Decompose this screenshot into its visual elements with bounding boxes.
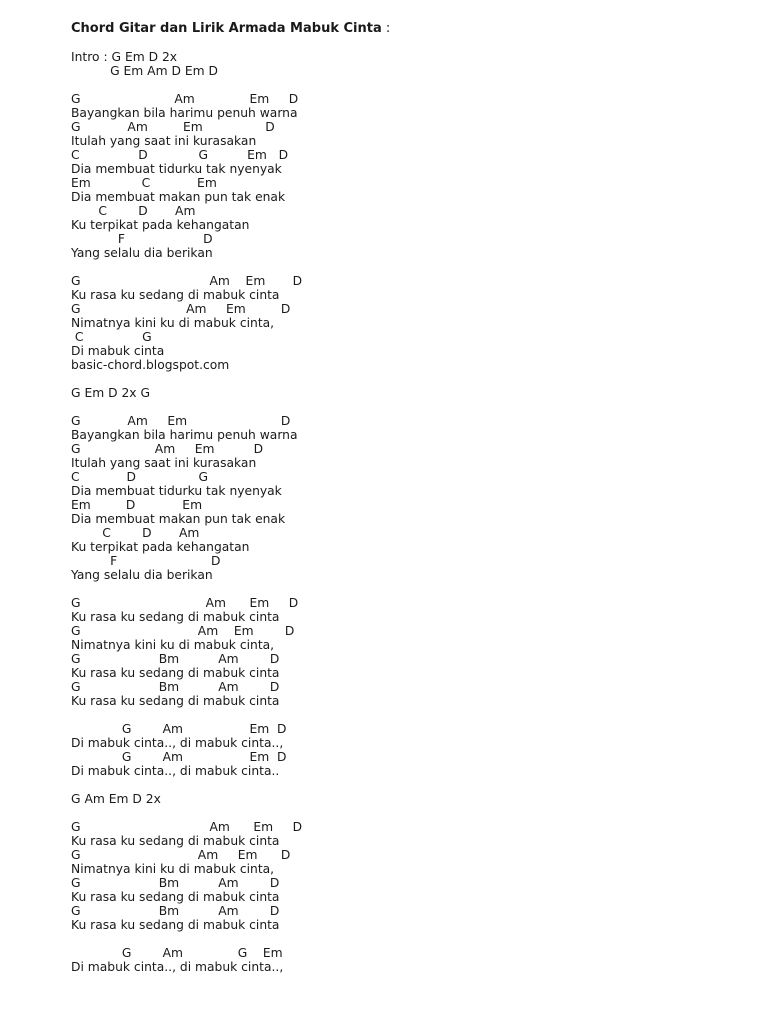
- lyric-line: Ku rasa ku sedang di mabuk cinta: [71, 694, 280, 708]
- lyric-line: Yang selalu dia berikan: [71, 568, 213, 582]
- chord-line: C D Am: [71, 204, 196, 218]
- chord-line: G Am Em D: [71, 92, 299, 106]
- chord-line: G Bm Am D: [71, 680, 280, 694]
- lyric-line: Di mabuk cinta.., di mabuk cinta..,: [71, 736, 284, 750]
- blank-line: [71, 260, 751, 274]
- lyric-line: Di mabuk cinta.., di mabuk cinta..: [71, 764, 280, 778]
- chord-line: F D: [71, 554, 221, 568]
- blank-line: [71, 932, 751, 946]
- lyric-line: Ku rasa ku sedang di mabuk cinta: [71, 890, 280, 904]
- chord-line: G Am Em D: [71, 442, 264, 456]
- blank-line: [71, 708, 751, 722]
- lyric-line: basic-chord.blogspot.com: [71, 358, 230, 372]
- chord-line: C D G Em D: [71, 148, 289, 162]
- lyric-line: Nimatnya kini ku di mabuk cinta,: [71, 862, 275, 876]
- lyric-line: Di mabuk cinta.., di mabuk cinta..,: [71, 960, 284, 974]
- lyric-line: Ku terpikat pada kehangatan: [71, 218, 250, 232]
- title-colon: :: [381, 21, 391, 36]
- blank-line: [71, 400, 751, 414]
- lyric-line: Ku rasa ku sedang di mabuk cinta: [71, 918, 280, 932]
- chord-line: G Em Am D Em D: [71, 64, 218, 78]
- chord-line: G Am G Em: [71, 946, 283, 960]
- chord-line: G Bm Am D: [71, 904, 280, 918]
- chord-line: G Bm Am D: [71, 876, 280, 890]
- chord-line: G Bm Am D: [71, 652, 280, 666]
- chord-line: G Am Em D: [71, 722, 287, 736]
- lyric-line: Dia membuat makan pun tak enak: [71, 190, 286, 204]
- chord-line: C D G: [71, 470, 209, 484]
- chord-line: G Am Em D: [71, 596, 299, 610]
- blank-line: [71, 372, 751, 386]
- chord-line: Em C Em: [71, 176, 217, 190]
- lyric-line: Nimatnya kini ku di mabuk cinta,: [71, 316, 275, 330]
- lyric-line: Di mabuk cinta: [71, 344, 165, 358]
- lyric-line: Intro : G Em D 2x: [71, 50, 178, 64]
- lyric-line: Dia membuat tidurku tak nyenyak: [71, 484, 282, 498]
- lyric-line: Ku rasa ku sedang di mabuk cinta: [71, 666, 280, 680]
- song-sheet: [71, 22, 751, 974]
- chord-line: G Am Em D: [71, 274, 303, 288]
- chord-line: F D: [71, 232, 213, 246]
- chord-line: G Am Em D: [71, 120, 275, 134]
- blank-line: [71, 778, 751, 792]
- chord-line: G Am Em D: [71, 624, 295, 638]
- lyric-line: Dia membuat tidurku tak nyenyak: [71, 162, 282, 176]
- blank-line: [71, 582, 751, 596]
- chord-line: C G: [71, 330, 152, 344]
- song-body: [71, 36, 751, 974]
- lyric-line: Ku rasa ku sedang di mabuk cinta: [71, 288, 280, 302]
- lyric-line: Bayangkan bila harimu penuh warna: [71, 106, 298, 120]
- chord-line: G Am Em D 2x: [71, 792, 161, 806]
- lyric-line: Ku rasa ku sedang di mabuk cinta: [71, 610, 280, 624]
- lyric-line: Ku terpikat pada kehangatan: [71, 540, 250, 554]
- lyric-line: Dia membuat makan pun tak enak: [71, 512, 286, 526]
- song-title: Chord Gitar dan Lirik Armada Mabuk Cinta: [71, 21, 382, 36]
- chord-line: Em D Em: [71, 498, 203, 512]
- lyric-line: Nimatnya kini ku di mabuk cinta,: [71, 638, 275, 652]
- lyric-line: Itulah yang saat ini kurasakan: [71, 456, 257, 470]
- lyric-line: Ku rasa ku sedang di mabuk cinta: [71, 834, 280, 848]
- chord-line: G Em D 2x G: [71, 386, 151, 400]
- blank-line: [71, 78, 751, 92]
- chord-line: C D Am: [71, 526, 200, 540]
- chord-line: G Am Em D: [71, 848, 291, 862]
- lyric-line: Yang selalu dia berikan: [71, 246, 213, 260]
- chord-line: G Am Em D: [71, 302, 291, 316]
- song-title-line: [71, 22, 751, 36]
- lyric-line: Itulah yang saat ini kurasakan: [71, 134, 257, 148]
- chord-line: G Am Em D: [71, 750, 287, 764]
- chord-line: G Am Em D: [71, 820, 303, 834]
- blank-line: [71, 36, 751, 50]
- blank-line: [71, 806, 751, 820]
- lyric-line: Bayangkan bila harimu penuh warna: [71, 428, 298, 442]
- chord-line: G Am Em D: [71, 414, 291, 428]
